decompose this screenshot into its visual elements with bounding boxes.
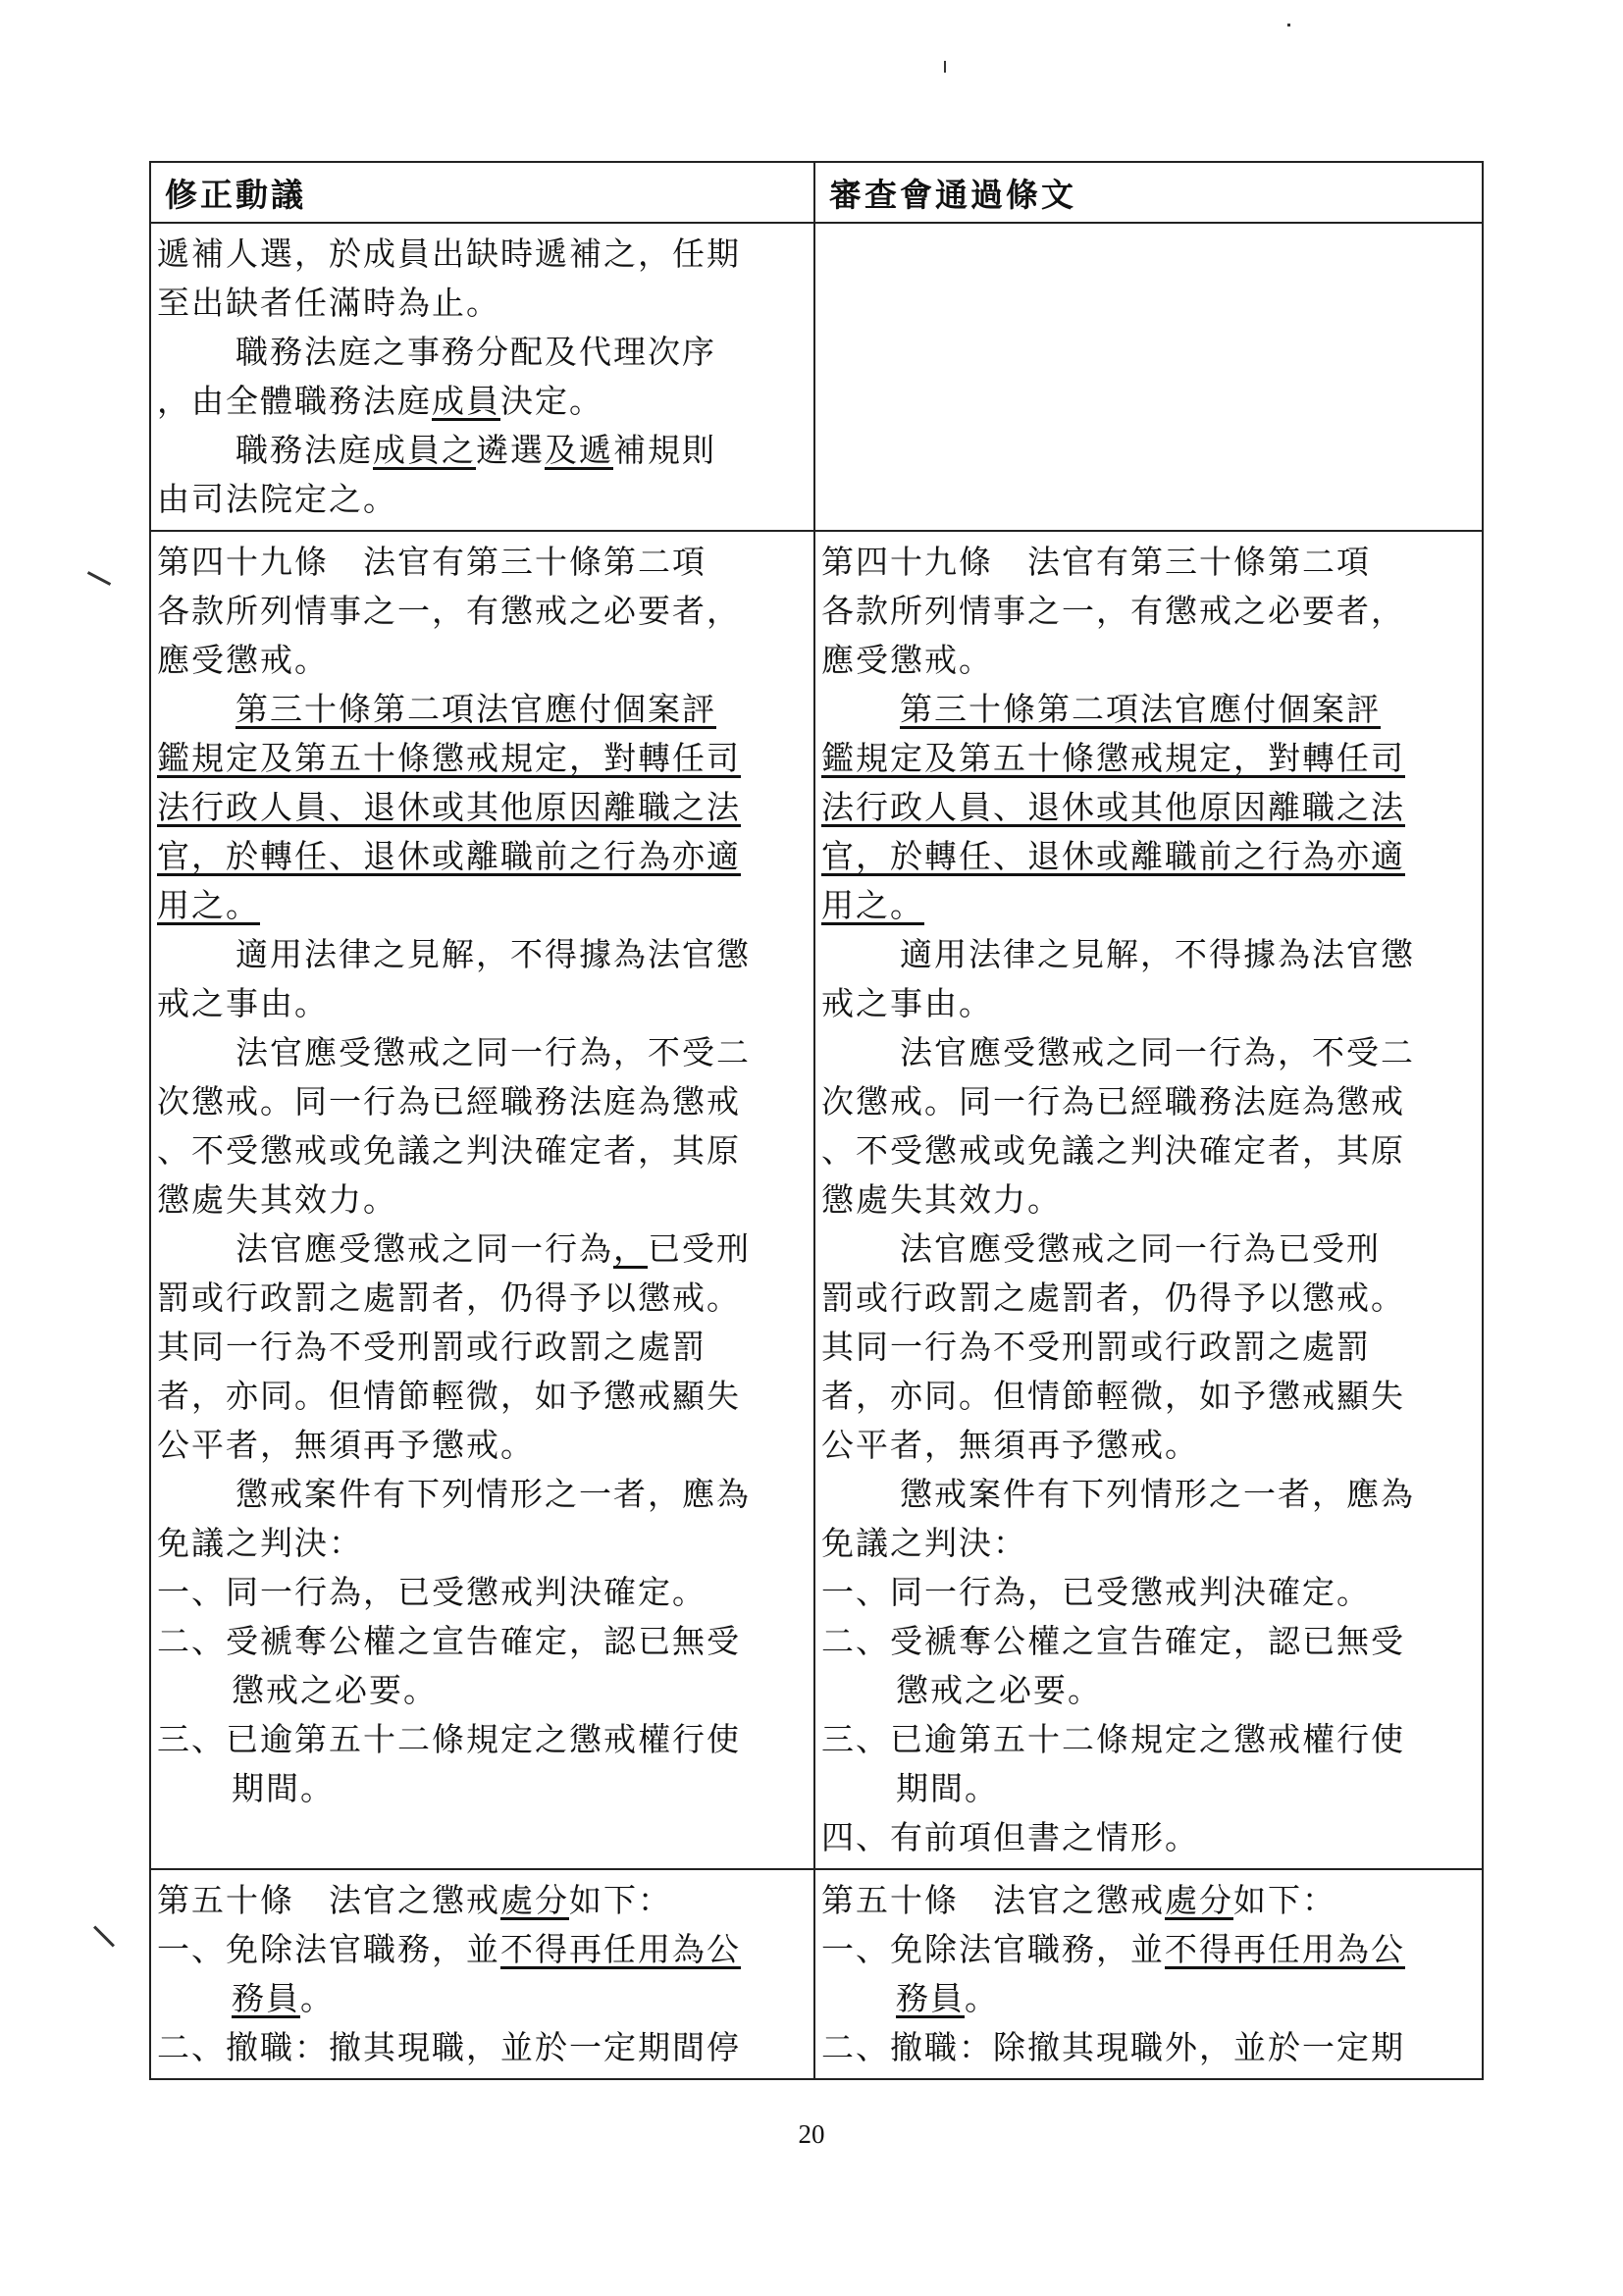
text-segment: 懲戒案件有下列情形之一者，應為 bbox=[236, 1475, 751, 1513]
text-line bbox=[821, 930, 1476, 979]
text-segment: 懲戒之必要。 bbox=[232, 1671, 438, 1709]
text-segment: 三、已逾第五十二條規定之懲戒權行使 bbox=[821, 1720, 1405, 1758]
text-segment: 補規則 bbox=[613, 431, 716, 469]
text-line bbox=[821, 1421, 1476, 1470]
page-number: 20 bbox=[798, 2119, 825, 2149]
text-line bbox=[157, 1715, 808, 1764]
text-segment: 公平者，無須再予懲戒。 bbox=[821, 1426, 1199, 1464]
text-segment: 次懲戒。同一行為已經職務法庭為懲戒 bbox=[821, 1082, 1405, 1121]
underlined-text: 鑑規定及第五十條懲戒規定，對轉任司 bbox=[157, 739, 741, 777]
text-segment: 適用法律之見解，不得據為法官懲 bbox=[900, 935, 1415, 973]
text-line bbox=[821, 1813, 1476, 1862]
text-line bbox=[157, 783, 808, 832]
text-segment: 至出缺者任滿時為止。 bbox=[157, 284, 500, 322]
cell-left bbox=[150, 531, 814, 1869]
underlined-text: 成員 bbox=[432, 382, 500, 420]
text-segment: 罰或行政罰之處罰者，仍得予以懲戒。 bbox=[821, 1278, 1405, 1317]
text-segment: 者，亦同。但情節輕微，如予懲戒顯失 bbox=[157, 1377, 741, 1415]
underlined-text: 處分 bbox=[500, 1881, 569, 1919]
text-line bbox=[157, 1813, 808, 1862]
text-line bbox=[157, 426, 808, 475]
text-line bbox=[821, 881, 1476, 930]
underlined-text: 處分 bbox=[1165, 1881, 1233, 1919]
text-line bbox=[157, 930, 808, 979]
text-line bbox=[821, 734, 1476, 783]
text-segment: 懲處失其效力。 bbox=[157, 1180, 397, 1219]
text-segment: 各款所列情事之一，有懲戒之必要者， bbox=[821, 592, 1405, 630]
text-segment: 期間。 bbox=[232, 1769, 335, 1807]
text-line bbox=[157, 1519, 808, 1568]
text-line bbox=[157, 2023, 808, 2072]
text-line bbox=[157, 230, 808, 279]
underlined-text: 用之。 bbox=[821, 886, 924, 924]
text-segment: 法官應受懲戒之同一行為，不受二 bbox=[236, 1033, 751, 1071]
text-segment: 、不受懲戒或免議之判決確定者，其原 bbox=[157, 1131, 741, 1170]
text-line bbox=[821, 1876, 1476, 1925]
text-segment: 懲處失其效力。 bbox=[821, 1180, 1062, 1219]
underlined-text: 成員之 bbox=[373, 431, 476, 469]
table-row bbox=[150, 531, 1483, 1869]
text-line bbox=[157, 1568, 808, 1617]
text-line bbox=[821, 1925, 1476, 1974]
text-line bbox=[157, 1974, 808, 2023]
text-line bbox=[157, 1126, 808, 1175]
text-segment: 罰或行政罰之處罰者，仍得予以懲戒。 bbox=[157, 1278, 741, 1317]
text-segment: 戒之事由。 bbox=[821, 984, 993, 1022]
text-line bbox=[821, 1372, 1476, 1421]
text-segment: 四、有前項但書之情形。 bbox=[821, 1818, 1199, 1856]
text-segment: 決定。 bbox=[500, 382, 603, 420]
underlined-text: 法行政人員、退休或其他原因離職之法 bbox=[157, 788, 741, 826]
text-segment: 戒之事由。 bbox=[157, 984, 329, 1022]
text-line bbox=[821, 1715, 1476, 1764]
column-header-committee-text: 審查會通過條文 bbox=[814, 162, 1483, 223]
underlined-text: 及遞 bbox=[545, 431, 613, 469]
text-line bbox=[821, 587, 1476, 636]
underlined-text: 用之。 bbox=[157, 886, 260, 924]
underlined-text: 法行政人員、退休或其他原因離職之法 bbox=[821, 788, 1405, 826]
text-line bbox=[821, 1077, 1476, 1126]
text-segment: 懲戒案件有下列情形之一者，應為 bbox=[900, 1475, 1415, 1513]
text-segment: 免議之判決： bbox=[157, 1524, 363, 1562]
text-line bbox=[157, 587, 808, 636]
text-segment: 遴選 bbox=[476, 431, 545, 469]
cell-left bbox=[150, 1869, 814, 2079]
text-line bbox=[157, 328, 808, 377]
cell-left bbox=[150, 223, 814, 531]
text-segment: 應受懲戒。 bbox=[821, 641, 993, 679]
underlined-text: 第三十條第二項法官應付個案評 bbox=[900, 690, 1381, 728]
text-line bbox=[157, 636, 808, 685]
text-line bbox=[821, 685, 1476, 734]
text-segment: 第五十條 法官之懲戒 bbox=[821, 1881, 1165, 1919]
text-line bbox=[157, 685, 808, 734]
text-line bbox=[821, 1175, 1476, 1225]
text-segment: 二、撤職：撤其現職，並於一定期間停 bbox=[157, 2028, 741, 2066]
text-line bbox=[157, 1372, 808, 1421]
text-line bbox=[157, 832, 808, 881]
text-line bbox=[157, 881, 808, 930]
text-segment: 各款所列情事之一，有懲戒之必要者， bbox=[157, 592, 741, 630]
comparison-table bbox=[149, 161, 1484, 2080]
underlined-text: 官，於轉任、退休或離職前之行為亦適 bbox=[157, 837, 741, 875]
text-line bbox=[157, 1764, 808, 1813]
text-line bbox=[821, 1225, 1476, 1274]
text-segment: 次懲戒。同一行為已經職務法庭為懲戒 bbox=[157, 1082, 741, 1121]
cell-right bbox=[814, 531, 1483, 1869]
text-segment: 遞補人選，於成員出缺時遞補之，任期 bbox=[157, 235, 741, 273]
text-segment: 其同一行為不受刑罰或行政罰之處罰 bbox=[157, 1328, 707, 1366]
text-segment: ，由全體職務法庭 bbox=[157, 382, 432, 420]
text-segment: 如下： bbox=[569, 1881, 672, 1919]
text-segment: 法官應受懲戒之同一行為，不受二 bbox=[900, 1033, 1415, 1071]
text-line bbox=[157, 979, 808, 1028]
text-line bbox=[157, 1925, 808, 1974]
text-segment: 第四十九條 法官有第三十條第二項 bbox=[157, 543, 707, 581]
text-line bbox=[821, 1028, 1476, 1077]
underlined-text: 務員 bbox=[232, 1979, 300, 2017]
text-line bbox=[821, 2023, 1476, 2072]
text-segment: 二、撤職：除撤其現職外，並於一定期 bbox=[821, 2028, 1405, 2066]
text-segment: 已受刑 bbox=[648, 1229, 751, 1268]
text-line bbox=[821, 1323, 1476, 1372]
underlined-text: ， bbox=[613, 1229, 648, 1268]
text-segment: 一、同一行為，已受懲戒判決確定。 bbox=[821, 1573, 1371, 1611]
text-segment: 一、免除法官職務，並 bbox=[157, 1930, 500, 1968]
text-line bbox=[157, 1077, 808, 1126]
text-segment: 懲戒之必要。 bbox=[896, 1671, 1102, 1709]
text-line bbox=[821, 979, 1476, 1028]
text-segment: 由司法院定之。 bbox=[157, 480, 397, 518]
text-line bbox=[157, 1323, 808, 1372]
text-segment: 職務法庭之事務分配及代理次序 bbox=[236, 333, 716, 371]
scan-mark bbox=[944, 61, 946, 73]
text-segment: 者，亦同。但情節輕微，如予懲戒顯失 bbox=[821, 1377, 1405, 1415]
text-line bbox=[157, 1666, 808, 1715]
underlined-text: 官，於轉任、退休或離職前之行為亦適 bbox=[821, 837, 1405, 875]
text-segment: 期間。 bbox=[896, 1769, 999, 1807]
text-line bbox=[157, 1617, 808, 1666]
table-row bbox=[150, 223, 1483, 531]
text-segment: 一、同一行為，已受懲戒判決確定。 bbox=[157, 1573, 707, 1611]
text-line bbox=[157, 538, 808, 587]
text-line bbox=[821, 1274, 1476, 1323]
text-segment: 免議之判決： bbox=[821, 1524, 1027, 1562]
text-line bbox=[821, 538, 1476, 587]
underlined-text: 不得再任用為公 bbox=[1165, 1930, 1405, 1968]
text-line bbox=[821, 1470, 1476, 1519]
scan-mark bbox=[1287, 24, 1290, 26]
text-line bbox=[821, 832, 1476, 881]
underlined-text: 不得再任用為公 bbox=[500, 1930, 741, 1968]
text-segment: 法官應受懲戒之同一行為 bbox=[236, 1229, 613, 1268]
cell-right bbox=[814, 1869, 1483, 2079]
underlined-text: 鑑規定及第五十條懲戒規定，對轉任司 bbox=[821, 739, 1405, 777]
table-row bbox=[150, 1869, 1483, 2079]
text-segment: 其同一行為不受刑罰或行政罰之處罰 bbox=[821, 1328, 1371, 1366]
scan-mark bbox=[93, 1926, 115, 1948]
text-line bbox=[821, 783, 1476, 832]
text-line bbox=[157, 1876, 808, 1925]
text-line bbox=[157, 1028, 808, 1077]
text-segment: 。 bbox=[300, 1979, 335, 2017]
text-segment: 第五十條 法官之懲戒 bbox=[157, 1881, 500, 1919]
text-line bbox=[157, 475, 808, 524]
text-segment: 二、受褫奪公權之宣告確定，認已無受 bbox=[157, 1622, 741, 1660]
text-segment: 適用法律之見解，不得據為法官懲 bbox=[236, 935, 751, 973]
text-segment: 三、已逾第五十二條規定之懲戒權行使 bbox=[157, 1720, 741, 1758]
text-line bbox=[157, 1274, 808, 1323]
text-line bbox=[821, 1617, 1476, 1666]
text-segment: 第四十九條 法官有第三十條第二項 bbox=[821, 543, 1371, 581]
header-row bbox=[150, 162, 1483, 223]
text-line bbox=[821, 1568, 1476, 1617]
text-line bbox=[157, 1470, 808, 1519]
text-segment: 職務法庭 bbox=[236, 431, 373, 469]
text-segment: 公平者，無須再予懲戒。 bbox=[157, 1426, 535, 1464]
text-segment: 一、免除法官職務，並 bbox=[821, 1930, 1165, 1968]
underlined-text: 第三十條第二項法官應付個案評 bbox=[236, 690, 716, 728]
cell-right bbox=[814, 223, 1483, 531]
text-line bbox=[821, 1126, 1476, 1175]
text-segment: 、不受懲戒或免議之判決確定者，其原 bbox=[821, 1131, 1405, 1170]
text-segment: 法官應受懲戒之同一行為已受刑 bbox=[900, 1229, 1381, 1268]
text-line bbox=[821, 1519, 1476, 1568]
text-line bbox=[157, 1225, 808, 1274]
text-line bbox=[157, 377, 808, 426]
text-line bbox=[157, 734, 808, 783]
text-line bbox=[157, 279, 808, 328]
text-segment: 。 bbox=[965, 1979, 999, 2017]
text-line bbox=[821, 1974, 1476, 2023]
text-line bbox=[821, 636, 1476, 685]
underlined-text: 務員 bbox=[896, 1979, 965, 2017]
text-segment: 二、受褫奪公權之宣告確定，認已無受 bbox=[821, 1622, 1405, 1660]
scan-mark bbox=[87, 571, 111, 586]
text-line bbox=[157, 1175, 808, 1225]
text-segment: 應受懲戒。 bbox=[157, 641, 329, 679]
text-line bbox=[821, 1764, 1476, 1813]
text-line bbox=[821, 1666, 1476, 1715]
column-header-amendment: 修正動議 bbox=[150, 162, 814, 223]
text-line bbox=[157, 1421, 808, 1470]
text-segment: 如下： bbox=[1233, 1881, 1336, 1919]
